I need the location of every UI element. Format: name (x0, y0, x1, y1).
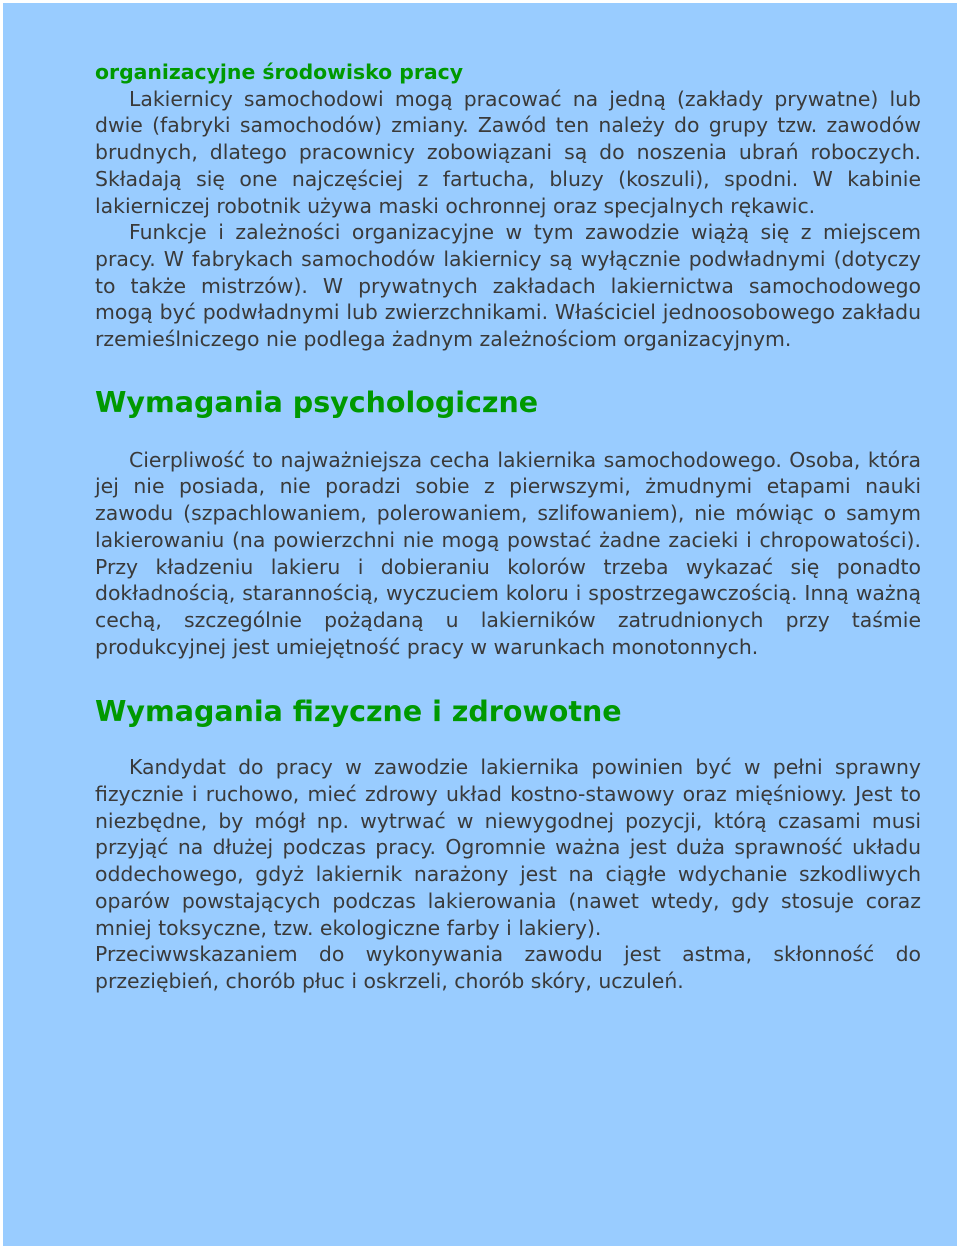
paragraph-physical-requirements: Kandydat do pracy w zawodzie lakiernika powinien być w pełni sprawny fizycznie i ruchowo, mieć zdrowy układ kostno-stawowy oraz mięśniowy. Jest to niezbędne, by mógł np. wytrwać w niewygodnej pozycji, którą czasami musi przyjąć na dłużej podczas pracy. Ogromnie ważna jest duża sprawność układu oddechowego, gdyż lakiernik narażony jest na ciągłe wdychanie szkodliwych oparów powstających podczas lakierowania (nawet wtedy, gdy stosuje coraz mniej toksyczne, tzw. ekologiczne farby i lakiery). (95, 755, 921, 940)
section-heading-physical-health: Wymagania fizyczne i zdrowotne (95, 695, 622, 729)
document-content (95, 59, 921, 995)
paragraph-organizational-relations: Funkcje i zależności organizacyjne w tym zawodzie wiążą się z miejscem pracy. W fabrykach samochodów lakiernicy są wyłącznie podwładnymi (dotyczy to także mistrzów). W prywatnych zakładach lakiernictwa samochodowego mogą być podwładnymi lub zwierzchnikami. Właściciel jednoosobowego zakładu rzemieślniczego nie podlega żadnym zależnościom organizacyjnym. (95, 220, 921, 352)
paragraph-work-shifts: Lakiernicy samochodowi mogą pracować na jedną (zakłady prywatne) lub dwie (fabryki samochodów) zmiany. Zawód ten należy do grupy tzw. zawodów brudnych, dlatego pracownicy zobowiązani są do noszenia ubrań roboczych. Składają się one najczęściej z fartucha, bluzy (koszuli), spodni. W kabinie lakierniczej robotnik używa maski ochronnej oraz specjalnych rękawic. (95, 86, 921, 218)
document-page (3, 3, 957, 1246)
paragraph-psychological-requirements: Cierpliwość to najważniejsza cecha lakiernika samochodowego. Osoba, która jej nie posiada, nie poradzi sobie z pierwszymi, żmudnymi etapami nauki zawodu (szpachlowaniem, polerowaniem, szlifowaniem), nie mówiąc o samym lakierowaniu (na powierzchni nie mogą powstać żadne zacieki i chropowatości). Przy kładzeniu lakieru i dobieraniu kolorów trzeba wykazać się ponadto dokładnością, starannością, wyczuciem koloru i spostrzegawczością. Inną ważną cechą, szczególnie pożądaną u lakierników zatrudnionych przy taśmie produkcyjnej jest umiejętność pracy w warunkach monotonnych. (95, 447, 921, 659)
section-heading-work-environment: organizacyjne środowisko pracy (95, 60, 464, 84)
section-heading-psychological: Wymagania psychologiczne (95, 385, 539, 419)
paragraph-contraindications: Przeciwwskazaniem do wykonywania zawodu jest astma, skłonność do przeziębień, chorób płuc i oskrzeli, chorób skóry, uczuleń. (95, 942, 921, 993)
